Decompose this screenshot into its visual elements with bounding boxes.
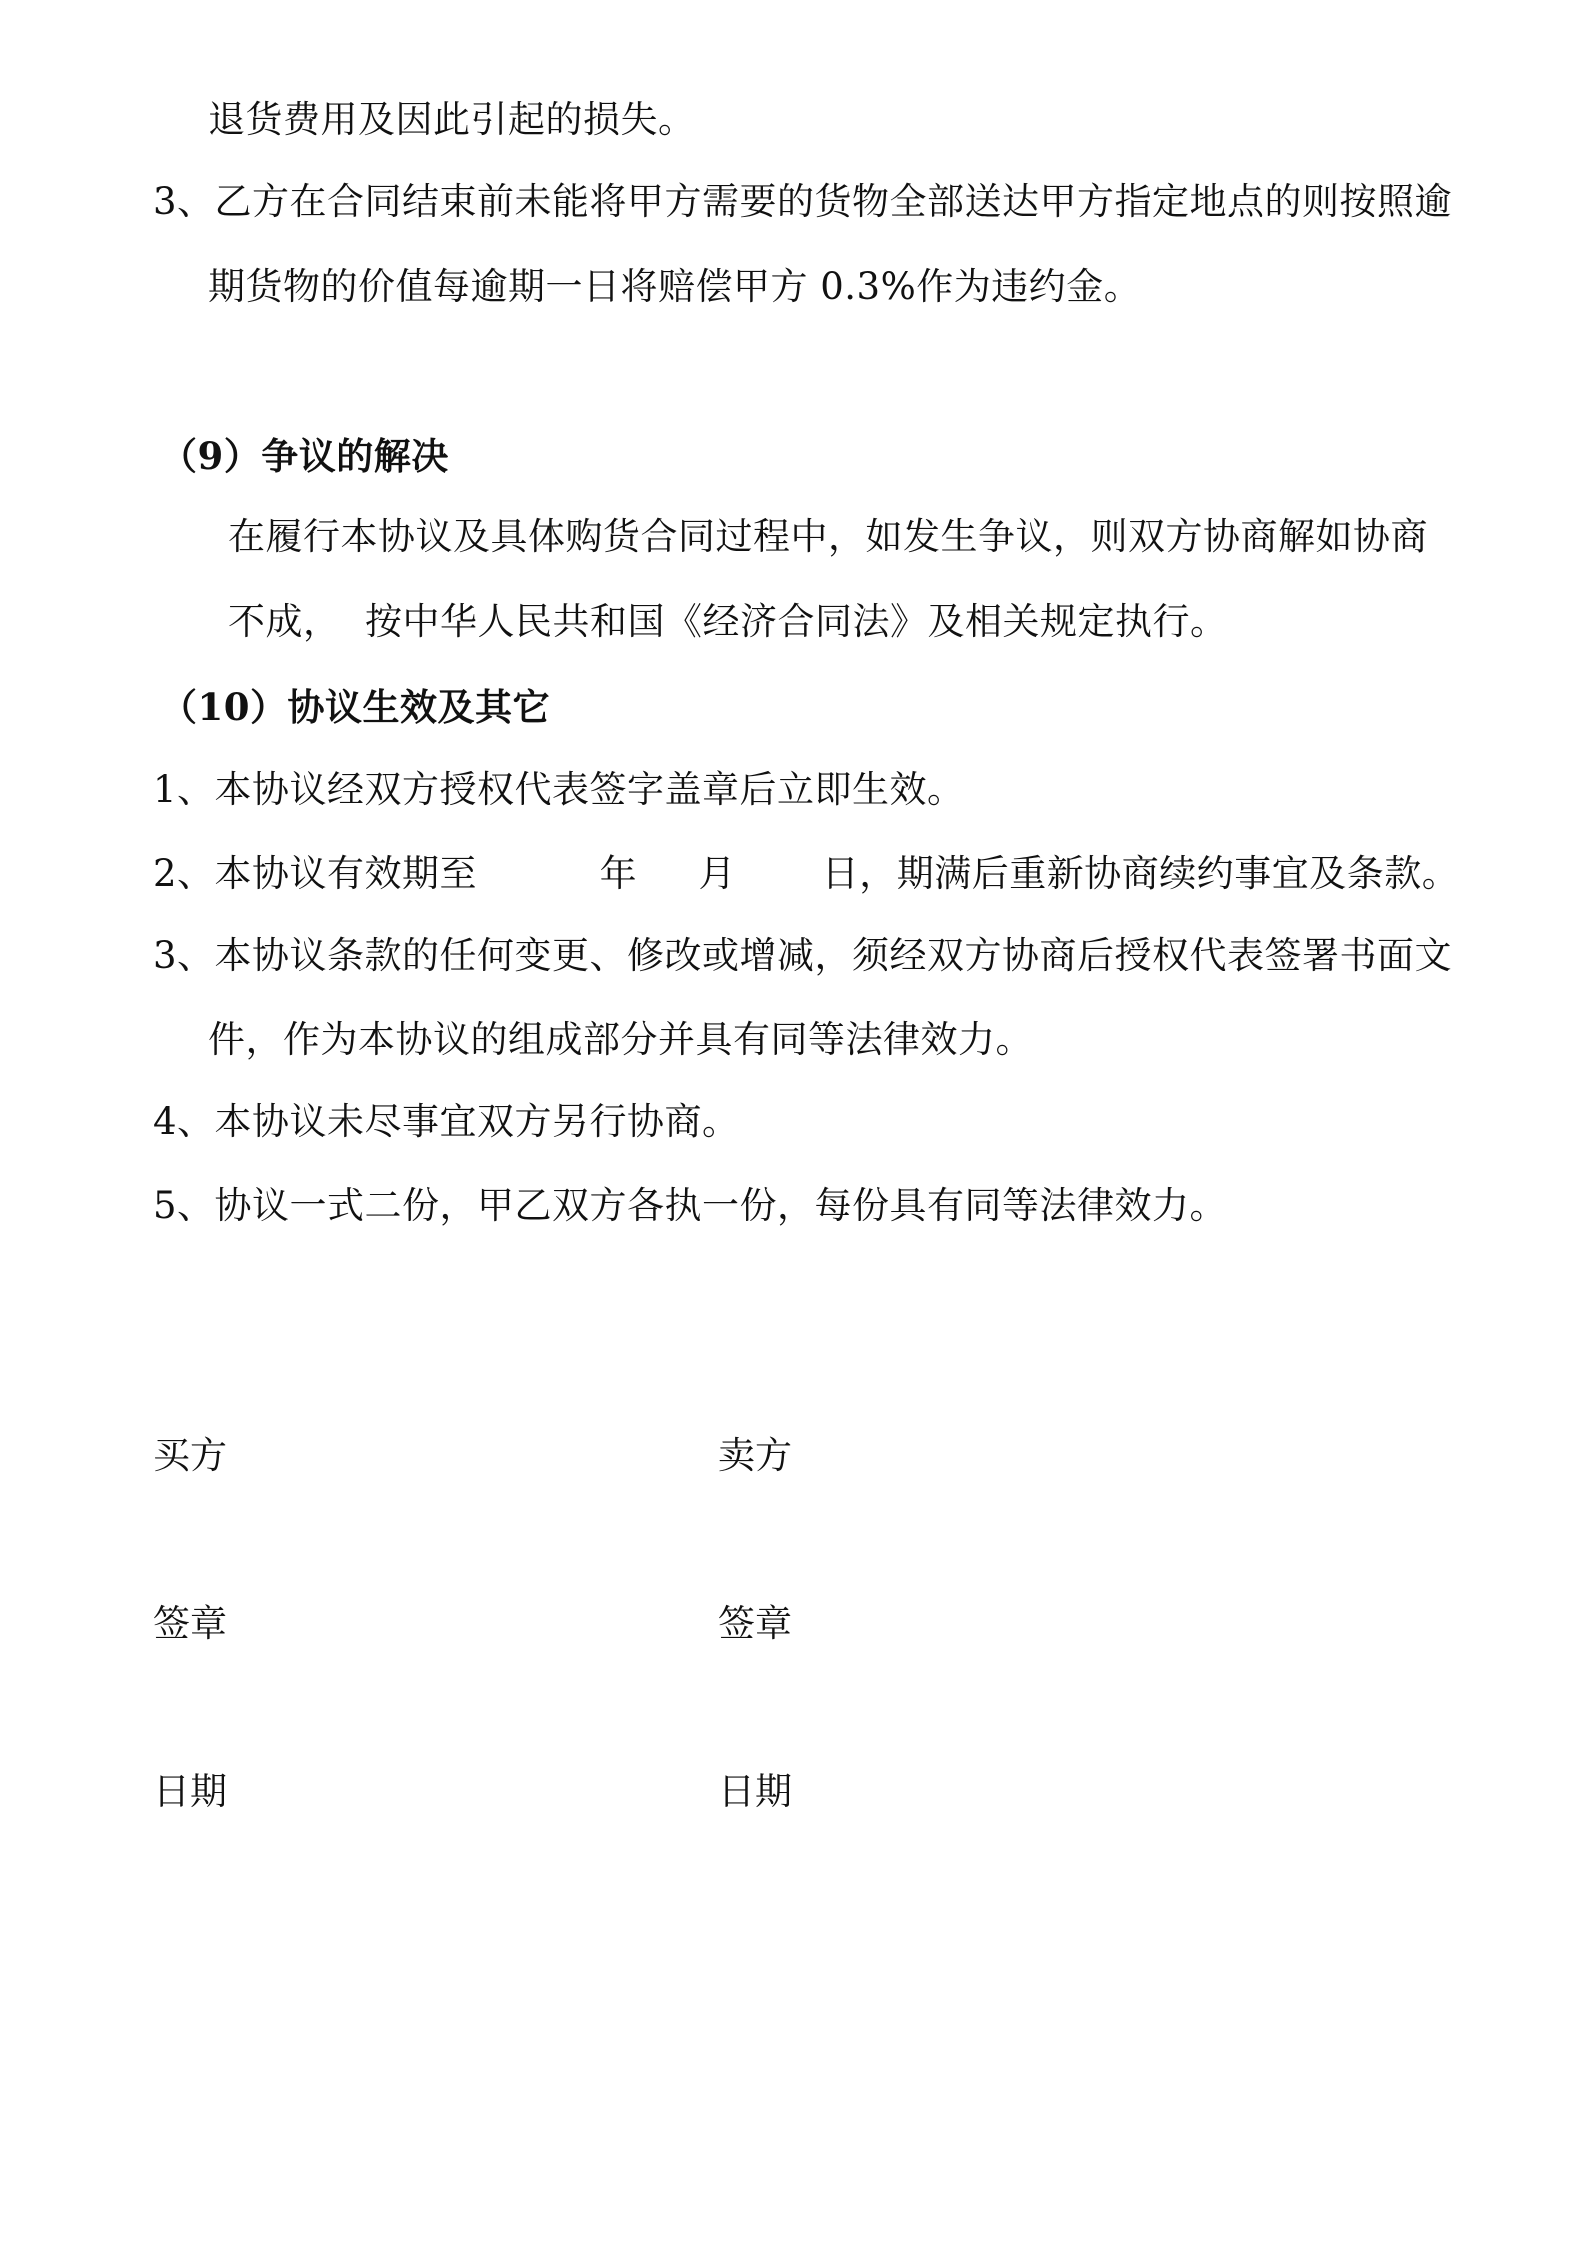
clause-3-line-1: 3、乙方在合同结束前未能将甲方需要的货物全部送达甲方指定地点的则按照逾 (153, 180, 1453, 223)
continuation-line: 退货费用及因此引起的损失。 (208, 98, 696, 141)
section-10-item-3-line-2: 件，作为本协议的组成部分并具有同等法律效力。 (208, 1018, 1033, 1061)
seller-seal-label: 签章 (718, 1602, 792, 1645)
seller-label: 卖方 (718, 1434, 792, 1477)
clause-3-line-2: 期货物的价值每逾期一日将赔偿甲方 0.3%作为违约金。 (208, 265, 1142, 308)
seller-date-label: 日期 (718, 1770, 792, 1813)
buyer-label: 买方 (153, 1434, 227, 1477)
section-9-para-line-2: 不成， 按中华人民共和国《经济合同法》及相关规定执行。 (228, 600, 1228, 643)
buyer-date-label: 日期 (153, 1770, 227, 1813)
section-10-item-2: 2、本协议有效期至 年 月 日，期满后重新协商续约事宜及条款。 (153, 852, 1460, 895)
section-10-heading: （10）协议生效及其它 (160, 685, 550, 729)
section-9-para-line-1: 在履行本协议及具体购货合同过程中，如发生争议，则双方协商解如协商 (228, 515, 1428, 558)
section-10-item-1: 1、本协议经双方授权代表签字盖章后立即生效。 (153, 768, 965, 811)
section-10-item-5: 5、协议一式二份，甲乙双方各执一份，每份具有同等法律效力。 (153, 1184, 1228, 1227)
section-9-heading: （9）争议的解决 (160, 434, 449, 478)
section-10-item-4: 4、本协议未尽事宜双方另行协商。 (153, 1100, 740, 1143)
buyer-seal-label: 签章 (153, 1602, 227, 1645)
section-10-item-3-line-1: 3、本协议条款的任何变更、修改或增减，须经双方协商后授权代表签署书面文 (153, 934, 1453, 977)
